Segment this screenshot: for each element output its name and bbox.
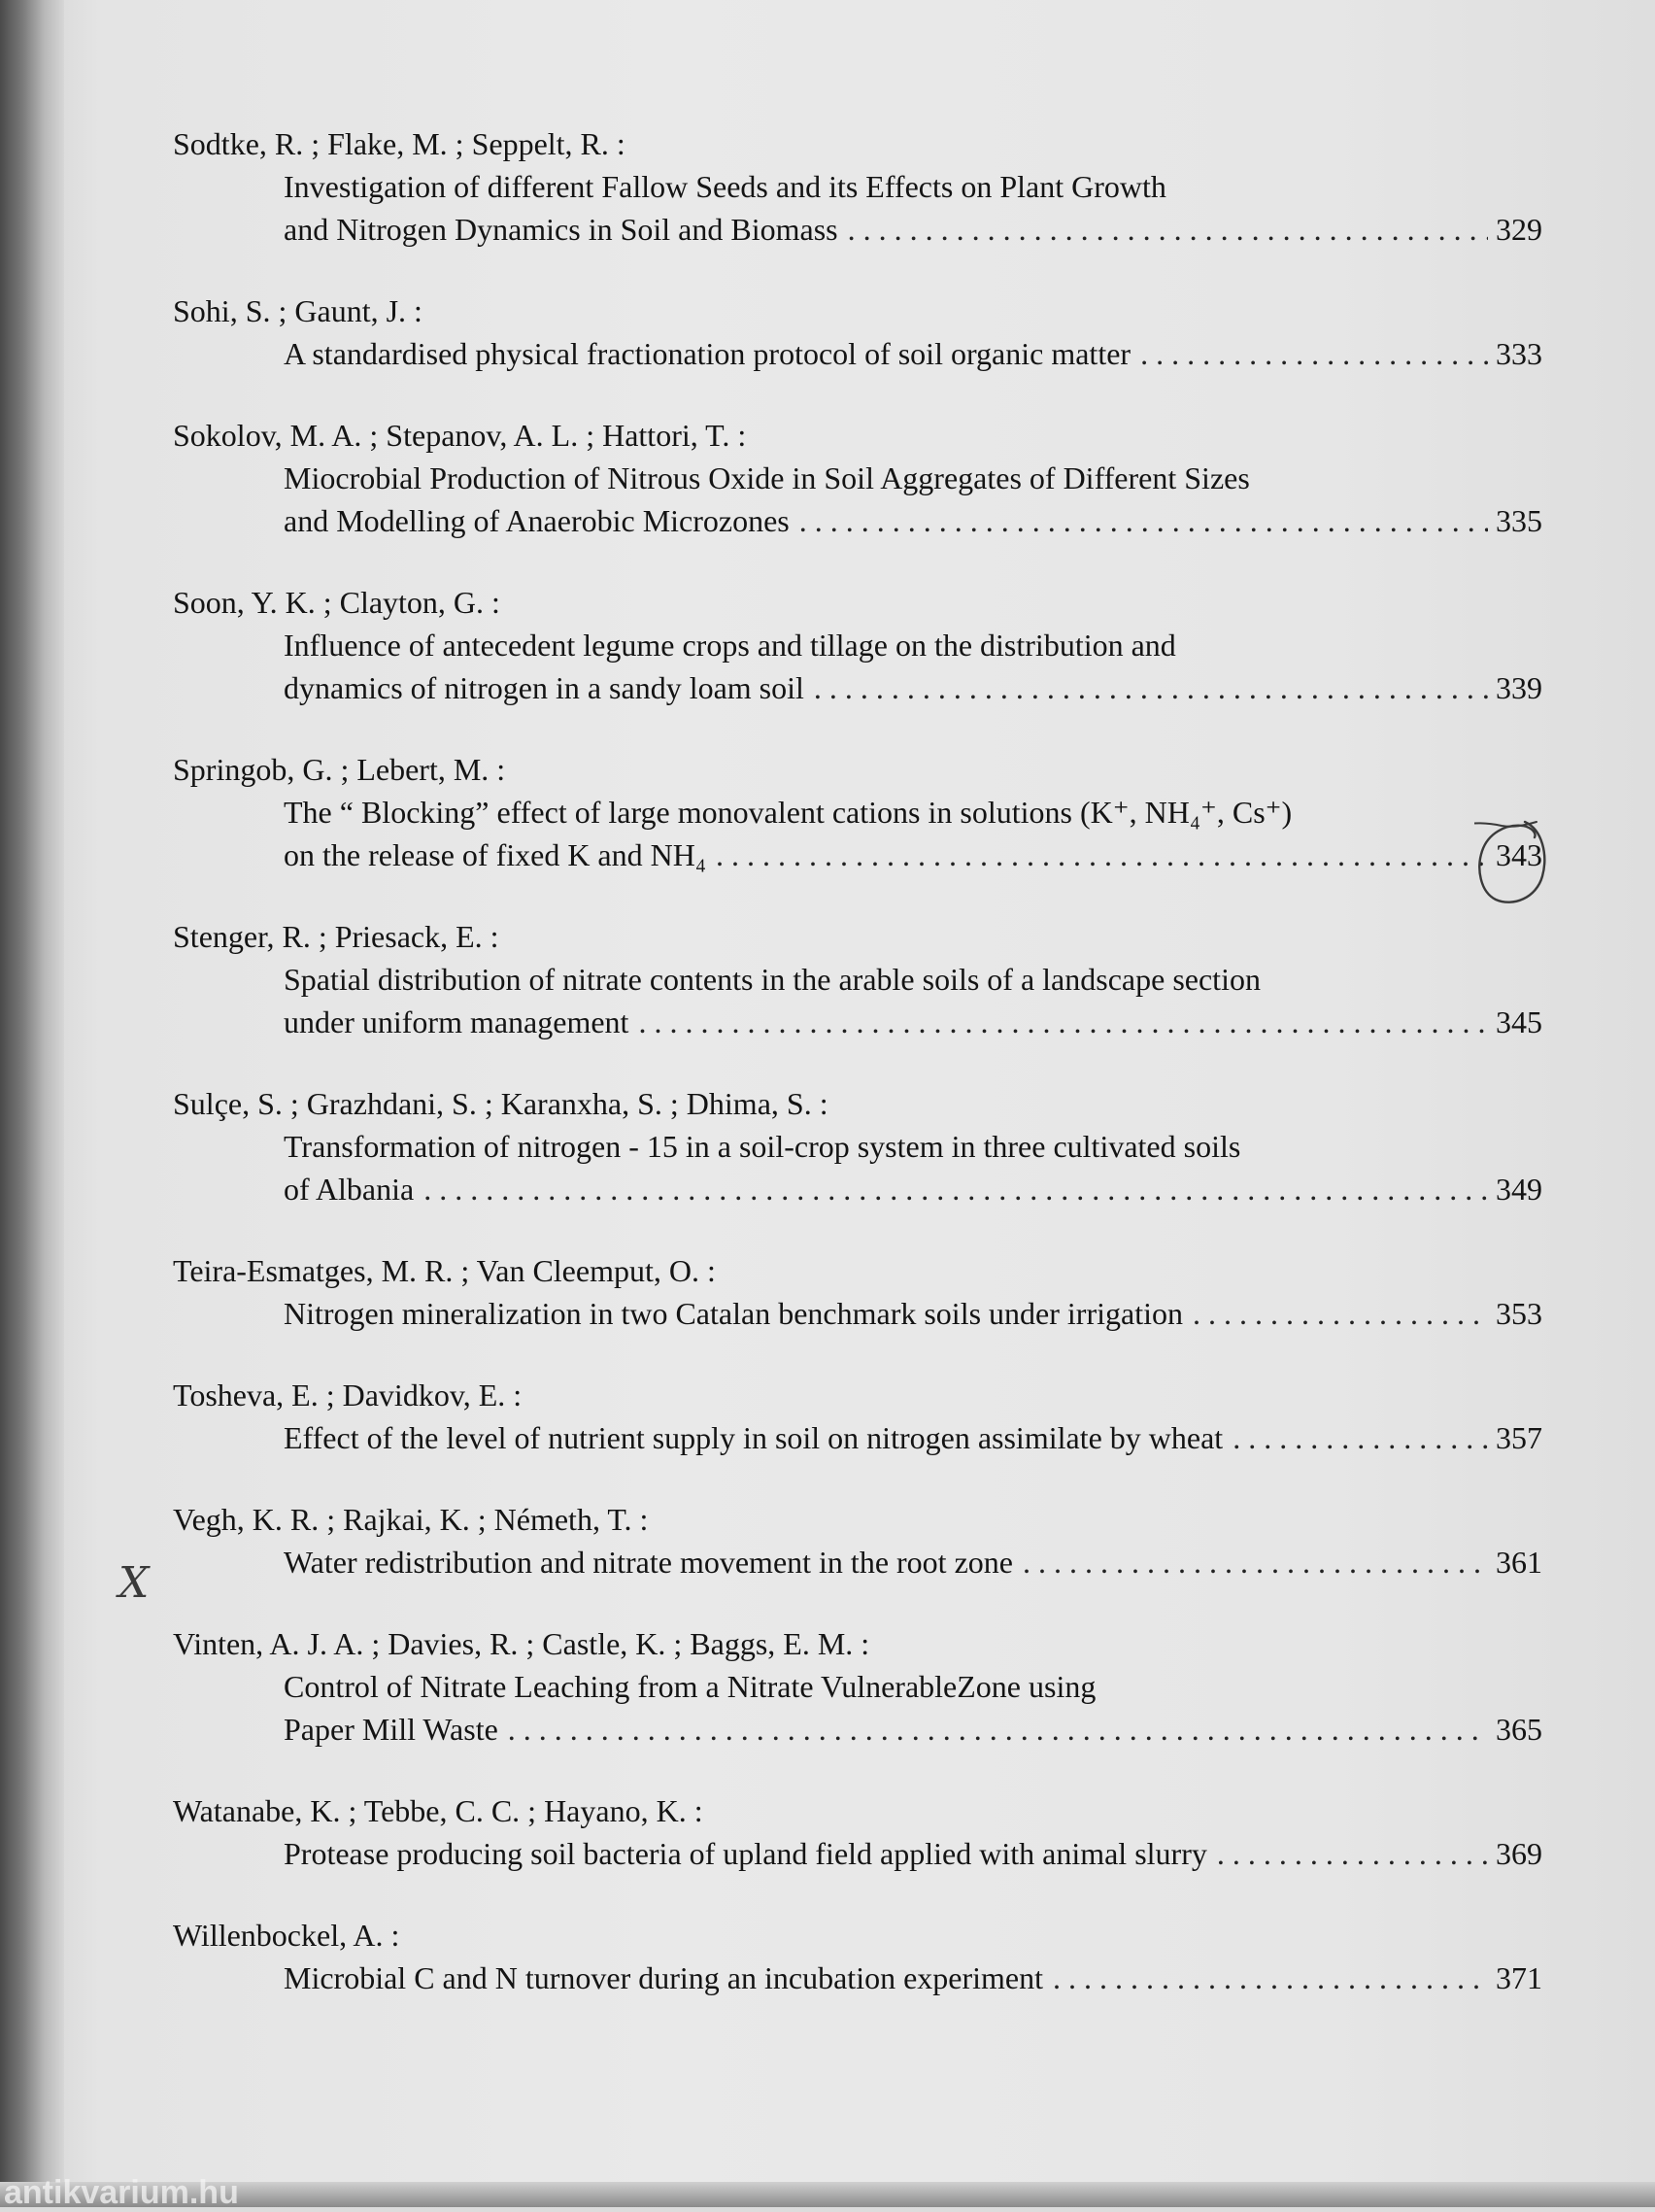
entry-page-number: 345: [1496, 1004, 1542, 1039]
entry-title-line: Miocrobial Production of Nitrous Oxide in Soil Aggregates of Different Sizes: [284, 460, 1250, 495]
watermark-text: antikvarium.hu: [4, 2174, 239, 2211]
page-number-text: 343: [1496, 837, 1542, 872]
toc-entry: [173, 1082, 1552, 1210]
entry-authors: Springob, G. ; Lebert, M. :: [173, 752, 506, 787]
entry-title-text: of Albania: [284, 1172, 415, 1207]
entry-title-text: dynamics of nitrogen in a sandy loam soil: [284, 670, 804, 705]
entry-title-last-line: [173, 499, 1552, 542]
entry-authors: Watanabe, K. ; Tebbe, C. C. ; Hayano, K. :: [173, 1793, 703, 1828]
leader-dots: [1053, 1957, 1488, 1999]
entry-page-number: 333: [1496, 336, 1542, 371]
entry-authors: Tosheva, E. ; Davidkov, E. :: [173, 1378, 523, 1412]
leader-dots: [508, 1708, 1488, 1751]
leader-dots: [423, 1168, 1488, 1210]
entry-title-last-line: [173, 834, 1552, 876]
entry-title-line: The “ Blocking” effect of large monovalent cations in solutions (K⁺, NH₄⁺, Cs⁺): [284, 795, 1293, 830]
entry-title-last-line: [173, 1001, 1552, 1043]
leader-dots: [848, 208, 1488, 251]
entry-title-text: and Nitrogen Dynamics in Soil and Biomass: [284, 212, 838, 247]
leader-dots: [638, 1001, 1488, 1043]
pencil-x-annotation-icon: [115, 1556, 157, 1607]
leader-dots: [799, 499, 1488, 542]
toc-entry: [173, 1789, 1552, 1875]
entry-authors: Stenger, R. ; Priesack, E. :: [173, 919, 499, 954]
entry-title-text: Nitrogen mineralization in two Catalan benchmark soils under irrigation: [284, 1296, 1183, 1331]
entry-title-text: Microbial C and N turnover during an incubation experiment: [284, 1960, 1044, 1995]
book-spine-shadow: [0, 0, 64, 2207]
leader-dots: [1233, 1416, 1488, 1459]
toc-entry: [173, 581, 1552, 709]
entry-page-number: 353: [1496, 1296, 1542, 1331]
entry-authors: Sohi, S. ; Gaunt, J. :: [173, 293, 422, 328]
leader-dots: [814, 666, 1488, 709]
entry-title-text: Effect of the level of nutrient supply in soil on nitrogen assimilate by wheat: [284, 1420, 1224, 1455]
entry-authors: Sokolov, M. A. ; Stepanov, A. L. ; Hattori, T. :: [173, 418, 747, 453]
entry-page-number: 357: [1496, 1420, 1542, 1455]
entry-page-number: 369: [1496, 1836, 1542, 1871]
entry-page-number: 339: [1496, 670, 1542, 705]
entry-title-last-line: [173, 1168, 1552, 1210]
entry-title-text: on the release of fixed K and NH₄: [284, 837, 706, 872]
entry-page-number: 365: [1496, 1712, 1542, 1747]
entry-authors: Teira-Esmatges, M. R. ; Van Cleemput, O. :: [173, 1253, 716, 1288]
entry-title-line: Control of Nitrate Leaching from a Nitrate VulnerableZone using: [284, 1669, 1097, 1704]
leader-dots: [1023, 1541, 1488, 1583]
toc-entry: [173, 122, 1552, 251]
entry-title-text: and Modelling of Anaerobic Microzones: [284, 503, 790, 538]
entry-page-number: 335: [1496, 503, 1542, 538]
entry-title-last-line: [173, 666, 1552, 709]
entry-title-text: Protease producing soil bacteria of upland field applied with animal slurry: [284, 1836, 1207, 1871]
toc-entry: [173, 1622, 1552, 1751]
entry-title-text: under uniform management: [284, 1004, 629, 1039]
leader-dots: [1217, 1832, 1488, 1875]
entry-title-text: A standardised physical fractionation protocol of soil organic matter: [284, 336, 1131, 371]
toc-entry: [173, 1498, 1552, 1583]
entry-title-last-line: [173, 1708, 1552, 1751]
entry-authors: Sodtke, R. ; Flake, M. ; Seppelt, R. :: [173, 126, 625, 161]
entry-page-number: 349: [1496, 1172, 1542, 1207]
entry-title-line: Investigation of different Fallow Seeds and its Effects on Plant Growth: [284, 169, 1166, 204]
leader-dots: [716, 834, 1488, 876]
toc-entry: [173, 1374, 1552, 1459]
entry-title-line: Transformation of nitrogen - 15 in a soil-crop system in three cultivated soils: [284, 1129, 1241, 1164]
entry-title-last-line: [173, 208, 1552, 251]
toc-entry: [173, 1249, 1552, 1335]
entry-authors: Sulçe, S. ; Grazhdani, S. ; Karanxha, S. ; Dhima, S. :: [173, 1086, 828, 1121]
entry-title-last-line: [173, 332, 1552, 375]
entry-title-last-line: [173, 1292, 1552, 1335]
toc-entry: [173, 748, 1552, 876]
toc-entry: [173, 915, 1552, 1043]
entry-title-line: Spatial distribution of nitrate contents in the arable soils of a landscape section: [284, 962, 1261, 997]
entry-authors: Willenbockel, A. :: [173, 1918, 400, 1953]
entry-title-text: Water redistribution and nitrate movement in the root zone: [284, 1545, 1013, 1580]
entry-title-last-line: [173, 1416, 1552, 1459]
toc-entry: [173, 289, 1552, 375]
entry-title-last-line: [173, 1541, 1552, 1583]
entry-title-line: Influence of antecedent legume crops and tillage on the distribution and: [284, 628, 1176, 663]
entry-title-text: Paper Mill Waste: [284, 1712, 498, 1747]
entry-page-number: 371: [1496, 1960, 1542, 1995]
handwritten-x-mark: X: [118, 1558, 150, 1607]
entry-page-number: [1488, 834, 1542, 876]
toc-entry: [173, 414, 1552, 542]
leader-dots: [1140, 332, 1488, 375]
table-of-contents: [173, 122, 1552, 2038]
entry-authors: Vinten, A. J. A. ; Davies, R. ; Castle, K. ; Baggs, E. M. :: [173, 1626, 870, 1661]
page-bottom-edge: [0, 2182, 1655, 2207]
entry-title-last-line: [173, 1832, 1552, 1875]
entry-page-number: 329: [1496, 212, 1542, 247]
entry-title-last-line: [173, 1957, 1552, 1999]
toc-entry: [173, 1914, 1552, 1999]
entry-authors: Soon, Y. K. ; Clayton, G. :: [173, 585, 500, 620]
entry-page-number: 361: [1496, 1545, 1542, 1580]
leader-dots: [1193, 1292, 1488, 1335]
entry-authors: Vegh, K. R. ; Rajkai, K. ; Németh, T. :: [173, 1502, 649, 1537]
